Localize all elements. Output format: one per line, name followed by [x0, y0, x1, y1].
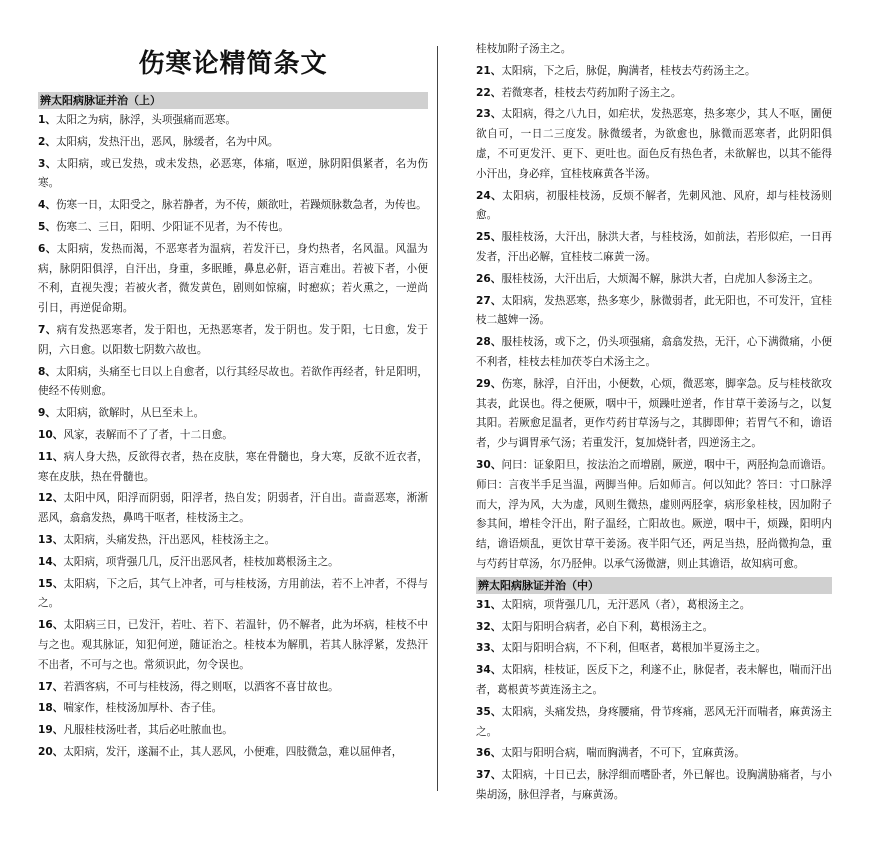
clause-entry	[38, 363, 428, 403]
clause-text: 病人身大热，反欲得衣者，热在皮肤，寒在骨髓也，身大寒，反欲不近衣者，寒在皮肤，热在骨髓也。	[38, 450, 428, 483]
clause-text: 太阳病，头痛发热，汗出恶风，桂枝汤主之。	[63, 533, 276, 546]
clause-entry	[476, 766, 832, 806]
clause-number: 18、	[38, 702, 64, 715]
clause-text: 太阳病，下之后，脉促，胸满者，桂枝去芍药汤主之。	[501, 64, 756, 77]
clause-entry	[476, 375, 832, 454]
clause-text: 太阳病，头痛至七日以上自愈者，以行其经尽故也。若欲作再经者，针足阳明，使经不传则愈。	[38, 365, 429, 398]
clause-number: 3、	[38, 157, 57, 170]
clause-entry	[476, 661, 832, 701]
clause-entry	[476, 84, 832, 104]
clause-entry	[476, 228, 832, 268]
clause-text: 病有发热恶寒者，发于阳也，无热恶寒者，发于阴也。发于阳，七日愈，发于阴，六日愈。以阳数七阴数六故也。	[38, 323, 429, 356]
clause-number: 19、	[38, 724, 64, 737]
clause-entry	[38, 111, 428, 131]
section-header-middle: 辨太阳病脉证并治（中）	[476, 577, 832, 594]
clause-entry	[476, 703, 832, 743]
clause-entry	[38, 743, 428, 763]
clause-text: 太阳病，头痛发热，身疼腰痛，骨节疼痛，恶风无汗而喘者，麻黄汤主之。	[476, 705, 832, 738]
clause-number: 35、	[476, 705, 502, 718]
clause-number: 8、	[38, 365, 57, 378]
clause-number: 10、	[38, 428, 64, 441]
clause-entry	[38, 678, 428, 698]
clause-text: 服桂枝汤，或下之，仍头项强痛，翕翕发热，无汗，心下满微痛，小便不利者，桂枝去桂加茯苓白术汤主之。	[476, 336, 832, 368]
clause-text: 凡服桂枝汤吐者，其后必吐脓血也。	[63, 724, 233, 737]
clause-number: 15、	[38, 577, 64, 590]
clause-text: 太阳病，欲解时，从巳至未上。	[55, 407, 205, 420]
clause-number: 21、	[476, 64, 502, 77]
clause-text: 服桂枝汤，大汗出后，大烦渴不解，脉洪大者，白虎加人参汤主之。	[501, 272, 820, 285]
clause-text: 太阳病，桂枝证，医反下之，利遂不止，脉促者，表未解也，喘而汗出者，葛根黄芩黄连汤主之。	[476, 664, 832, 696]
left-entry-list	[38, 111, 428, 763]
clause-text: 太阳病，发热而渴，不恶寒者为温病，若发汗已，身灼热者，名风温。风温为病，脉阴阳俱浮，自汗出，身重，多眠睡，鼻息必鼾，语言难出。若被下者，小便不利，直视失溲；若被火者，微发黄色，剧则如惊痫，时瘛疭；若火熏之，一逆尚引日，再逆促命期。	[38, 242, 429, 315]
clause-text: 太阳病，十日已去，脉浮细而嗜卧者，外已解也。设胸满胁痛者，与小柴胡汤，脉但浮者，与麻黄汤。	[476, 769, 832, 801]
column-divider	[437, 46, 438, 791]
clause-entry	[38, 426, 428, 446]
clause-entry	[476, 639, 832, 659]
clause-entry	[38, 321, 428, 361]
clause-entry	[38, 196, 428, 216]
right-column	[476, 40, 832, 808]
clause-text: 太阳病，项背强几几，无汗恶风（者），葛根汤主之。	[501, 598, 751, 611]
clause-number: 7、	[38, 323, 57, 336]
document-title: 伤寒论精简条文	[138, 49, 328, 79]
clause-number: 25、	[476, 231, 502, 244]
right-entry-list-bottom	[476, 596, 832, 806]
clause-entry	[476, 105, 832, 184]
clause-text: 太阳病，发热汗出，恶风，脉缓者，名为中风。	[55, 135, 279, 148]
clause-number: 20、	[38, 745, 64, 758]
clause-entry	[38, 448, 428, 488]
clause-text: 太阳病，发热恶寒，热多寒少，脉微弱者，此无阳也，不可发汗，宜桂枝二越婢一汤。	[476, 294, 832, 327]
clause-entry	[38, 404, 428, 424]
clause-entry	[38, 575, 428, 615]
clause-text: 太阳病，得之八九日，如疟状，发热恶寒，热多寒少，其人不呕，圊便欲自可，一日二三度发。脉微缓者，为欲愈也，脉微而恶寒者，此阴阳俱虚，不可更发汗、更下、更吐也。面色反有热色者，未欲解也，以其不能得小汗出，身必痒，宜桂枝麻黄各半汤。	[476, 108, 832, 180]
clause-text: 太阳病三日，已发汗，若吐、若下、若温针，仍不解者，此为坏病，桂枝不中与之也。观其脉证，知犯何逆，随证治之。桂枝本为解肌，若其人脉浮紧，发热汗不出者，不可与之也。常须识此，勿令误也。	[38, 619, 428, 671]
clause-text: 伤寒，脉浮，自汗出，小便数，心烦，微恶寒，脚挛急。反与桂枝欲攻其表，此误也。得之便厥，咽中干，烦躁吐逆者，作甘草干姜汤与之，以复其阳。若厥愈足温者，更作芍药甘草汤与之，其脚即伸；若胃气不和，谵语者，少与调胃承气汤；若重发汗，复加烧针者，四逆汤主之。	[476, 377, 832, 450]
clause-entry	[38, 489, 428, 529]
right-entry-list-top	[476, 40, 832, 575]
clause-text: 太阳中风，阳浮而阴弱，阳浮者，热自发；阴弱者，汗自出。啬啬恶寒，淅淅恶风，翕翕发热，鼻鸣干呕者，桂枝汤主之。	[38, 492, 428, 525]
clause-text: 若酒客病，不可与桂枝汤，得之则呕，以酒客不喜甘故也。	[63, 680, 339, 693]
clause-entry	[38, 218, 428, 238]
clause-entry	[476, 618, 832, 638]
clause-entry	[476, 333, 832, 373]
clause-number: 17、	[38, 680, 64, 693]
section-header-upper: 辨太阳病脉证并治（上）	[38, 92, 428, 109]
clause-number: 4、	[38, 199, 56, 212]
clause-entry	[476, 744, 832, 764]
clause-entry	[476, 270, 832, 290]
clause-number: 1、	[38, 114, 56, 126]
clause-number: 9、	[38, 407, 56, 420]
clause-number: 30、	[476, 458, 502, 471]
clause-text: 太阳与阳明合病，喘而胸满者，不可下，宜麻黄汤。	[501, 747, 745, 760]
clause-entry	[38, 616, 428, 675]
clause-entry	[38, 531, 428, 551]
clause-text: 太阳与阳明合病者，必自下利，葛根汤主之。	[501, 620, 714, 633]
clause-number: 14、	[38, 555, 64, 568]
clause-number: 5、	[38, 220, 56, 233]
clause-entry	[476, 40, 832, 60]
clause-text: 桂枝加附子汤主之。	[476, 43, 572, 55]
clause-text: 太阳病，下之后，其气上冲者，可与桂枝汤，方用前法，若不上冲者，不得与之。	[38, 577, 428, 610]
clause-number: 12、	[38, 492, 64, 505]
left-column	[38, 38, 428, 765]
clause-text: 太阳病，初服桂枝汤，反烦不解者，先刺风池、风府，却与桂枝汤则愈。	[476, 189, 832, 222]
clause-number: 13、	[38, 533, 64, 546]
clause-text: 太阳病，发汗，遂漏不止，其人恶风，小便难，四肢微急，难以屈伸者，	[63, 745, 403, 758]
clause-number: 16、	[38, 619, 64, 632]
clause-number: 32、	[476, 620, 502, 633]
clause-entry	[38, 721, 428, 741]
clause-text: 太阳病，或已发热，或未发热，必恶寒，体痛，呕逆，脉阴阳俱紧者，名为伤寒。	[38, 157, 429, 190]
clause-entry	[38, 155, 428, 195]
clause-text: 伤寒二、三日，阳明、少阳证不见者，为不传也。	[55, 220, 290, 233]
clause-number: 2、	[38, 135, 56, 148]
clause-number: 6、	[38, 242, 57, 255]
clause-number: 24、	[476, 189, 503, 202]
clause-entry	[476, 456, 832, 575]
clause-number: 36、	[476, 747, 502, 760]
clause-text: 伤寒一日，太阳受之，脉若静者，为不传，颇欲吐，若躁烦脉数急者，为传也。	[55, 199, 427, 212]
clause-number: 22、	[476, 86, 502, 99]
clause-text: 太阳病，项背强几几，反汗出恶风者，桂枝加葛根汤主之。	[63, 555, 339, 568]
clause-text: 喘家作，桂枝汤加厚朴、杏子佳。	[63, 702, 223, 715]
clause-entry	[476, 187, 832, 227]
clause-text: 服桂枝汤，大汗出，脉洪大者，与桂枝汤，如前法，若形似疟，一日再发者，汗出必解，宜桂枝二麻黄一汤。	[476, 231, 832, 263]
clause-text: 太阳与阳明合病，不下利，但呕者，葛根加半夏汤主之。	[501, 642, 767, 655]
clause-number: 31、	[476, 598, 502, 611]
clause-number: 23、	[476, 108, 502, 121]
clause-text: 风家，表解而不了了者，十二日愈。	[63, 428, 233, 441]
clause-entry	[476, 292, 832, 332]
clause-number: 11、	[38, 450, 64, 463]
clause-entry	[476, 596, 832, 616]
clause-number: 37、	[476, 769, 502, 782]
clause-text: 太阳之为病，脉浮，头项强痛而恶寒。	[55, 114, 237, 126]
clause-number: 33、	[476, 642, 502, 655]
clause-text: 若微寒者，桂枝去芍药加附子汤主之。	[501, 86, 682, 99]
clause-entry	[38, 133, 428, 153]
clause-entry	[38, 553, 428, 573]
clause-number: 29、	[476, 377, 502, 390]
clause-number: 27、	[476, 294, 502, 307]
clause-entry	[476, 62, 832, 82]
clause-number: 26、	[476, 272, 502, 285]
clause-entry	[38, 699, 428, 719]
clause-entry	[38, 240, 428, 319]
clause-number: 34、	[476, 664, 502, 677]
clause-text: 问曰：证象阳旦，按法治之而增剧，厥逆，咽中干，两胫拘急而谵语。师曰：言夜半手足当温，两脚当伸。后如师言。何以知此？答曰：寸口脉浮而大，浮为风，大为虚，风则生微热，虚则两胫挛，病形象桂枝，因加附子参其间，增桂令汗出，附子温经，亡阳故也。厥逆，咽中干，烦躁，阳明内结，谵语烦乱，更饮甘草干姜汤。夜半阳气还，两足当热，胫尚微拘急，重与芍药甘草汤，尔乃胫伸。以承气汤微溏，则止其谵语，故知病可愈。	[476, 458, 832, 570]
clause-number: 28、	[476, 336, 502, 349]
